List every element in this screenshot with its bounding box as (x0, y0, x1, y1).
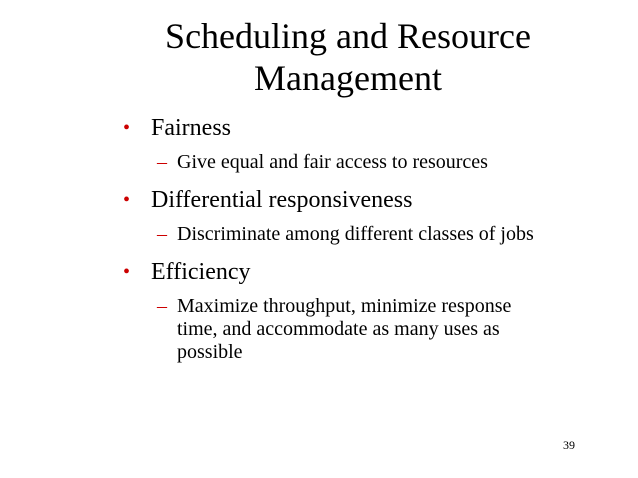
sub-bullet-marker: – (157, 295, 167, 317)
title-line-2: Management (254, 58, 442, 98)
page-number: 39 (563, 438, 575, 452)
bullet-fairness (118, 113, 623, 143)
sub-bullet-text-line-1: Maximize throughput, minimize response (177, 295, 512, 317)
sub-bullet-text-line-3: possible (177, 341, 243, 363)
sub-bullet-text: Give equal and fair access to resources (177, 151, 488, 173)
bullet-differential-responsiveness (118, 185, 623, 215)
title-line-1: Scheduling and Resource (165, 16, 531, 56)
bullet-text: Fairness (151, 115, 231, 141)
bullet-list (118, 113, 623, 375)
bullet-text: Efficiency (151, 259, 251, 285)
bullet-efficiency (118, 257, 623, 287)
sub-bullet-text: Discriminate among different classes of jobs (177, 223, 534, 245)
sub-bullet-marker: – (157, 223, 167, 245)
sub-bullet-efficiency (118, 295, 623, 364)
sub-bullet-marker: – (157, 151, 167, 173)
sub-bullet-fairness (118, 151, 623, 174)
bullet-marker: • (123, 261, 131, 283)
bullet-marker: • (123, 189, 131, 211)
sub-bullet-text-line-2: time, and accommodate as many uses as (177, 318, 500, 340)
sub-bullet-differential-responsiveness (118, 223, 623, 246)
bullet-text: Differential responsiveness (151, 187, 413, 213)
slide-title (108, 15, 588, 99)
bullet-marker: • (123, 117, 131, 139)
